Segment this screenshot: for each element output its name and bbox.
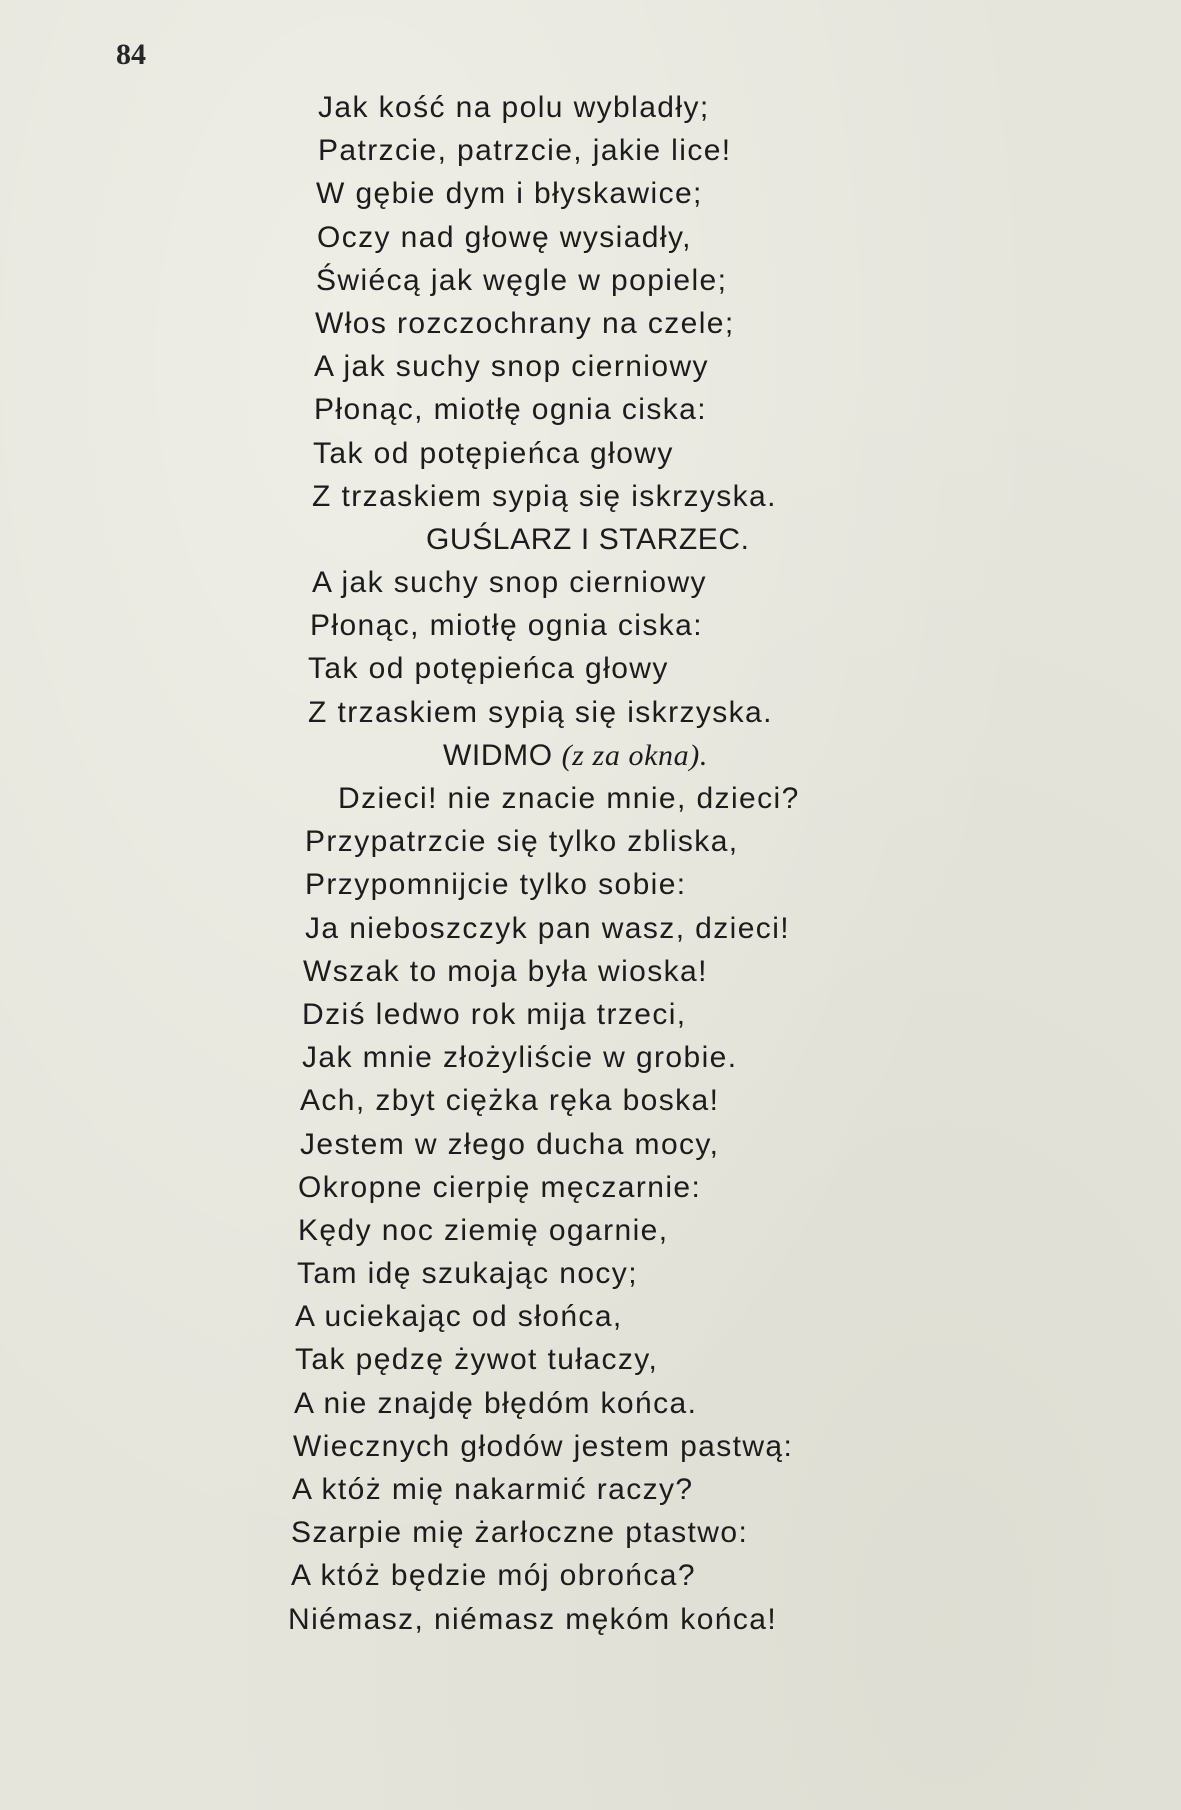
verse-line: Patrzcie, patrzcie, jakie lice! [318, 134, 732, 168]
verse-line: Dzieci! nie znacie mnie, dzieci? [338, 782, 800, 815]
verse-line: Jak kość na polu wybladły; [318, 91, 710, 124]
verse-line: Tak pędzę żywot tułaczy, [295, 1343, 659, 1377]
speaker-heading: GUŚLARZ I STARZEC. [426, 522, 750, 556]
verse-line: A uciekając od słońca, [295, 1300, 623, 1334]
page-number: 84 [116, 38, 146, 71]
verse-line: A któż będzie mój obrońca? [291, 1559, 696, 1593]
verse-line: Szarpie mię żarłoczne ptastwo: [291, 1516, 749, 1550]
verse-line: A nie znajdę błędóm końca. [294, 1386, 698, 1420]
verse-line: Tak od potępieńca głowy [313, 436, 674, 470]
verse-line: Dziś ledwo rok mija trzeci, [302, 997, 687, 1031]
verse-line: Świécą jak węgle w popiele; [316, 263, 728, 297]
verse-line: Przypomnijcie tylko sobie: [305, 868, 687, 902]
verse-line: A jak suchy snop cierniowy [314, 350, 709, 384]
verse-line: Jak mnie złożyliście w grobie. [302, 1041, 738, 1075]
verse-line: Włos rozczochrany na czele; [315, 306, 735, 340]
verse-line: W gębie dym i błyskawice; [316, 177, 703, 211]
verse-line: Tak od potępieńca głowy [308, 652, 669, 686]
verse-line: Jestem w złego ducha mocy, [300, 1127, 720, 1161]
verse-line: Oczy nad głowę wysiadły, [317, 220, 692, 254]
verse-block [283, 86, 883, 1641]
verse-line: Płonąc, miotłę ognia ciska: [314, 393, 707, 427]
speaker-heading-line [443, 734, 883, 777]
speaker-heading: WIDMO [443, 738, 553, 772]
verse-line: Kędy noc ziemię ogarnie, [298, 1213, 669, 1247]
verse-line: Z trzaskiem sypią się iskrzyska. [312, 479, 777, 513]
verse-line: Tam idę szukając nocy; [297, 1257, 638, 1291]
verse-line: Ach, zbyt ciężka ręka boska! [300, 1084, 720, 1118]
stage-direction: (z za okna). [561, 738, 708, 772]
verse-line: Wszak to moja była wioska! [303, 954, 708, 988]
verse-line: A któż mię nakarmić raczy? [292, 1473, 694, 1506]
verse-line: Przypatrzcie się tylko zbliska, [305, 825, 739, 859]
verse-line: Ja nieboszczyk pan wasz, dzieci! [305, 911, 790, 945]
verse-line: A jak suchy snop cierniowy [312, 566, 707, 600]
verse-line: Z trzaskiem sypią się iskrzyska. [308, 695, 773, 729]
verse-line: Okropne cierpię męczarnie: [298, 1170, 702, 1204]
verse-line: Niémasz, niémasz mękóm końca! [288, 1602, 778, 1636]
verse-line: Płonąc, miotłę ognia ciska: [310, 609, 703, 643]
verse-line: Wiecznych głodów jestem pastwą: [293, 1429, 794, 1463]
